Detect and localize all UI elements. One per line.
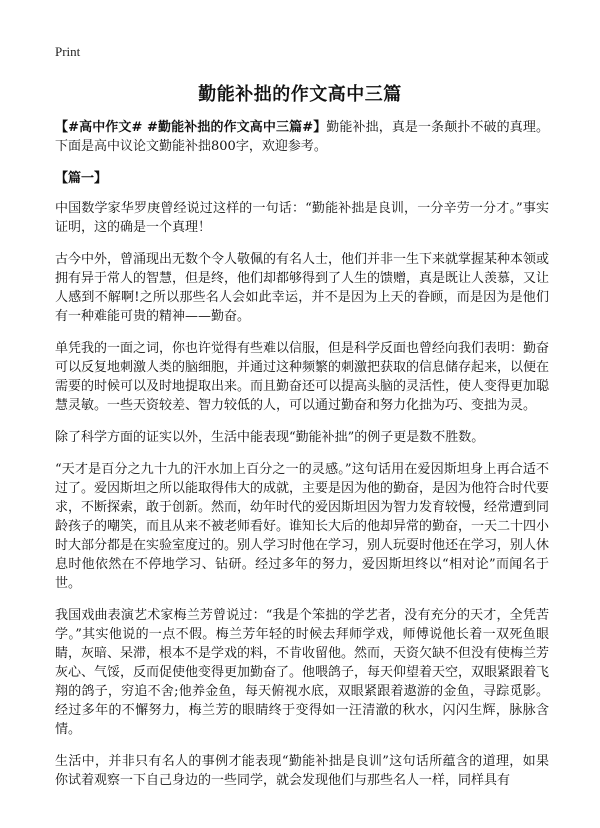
article-body	[55, 118, 549, 803]
print-label: Print	[55, 44, 81, 59]
paragraph-4: 除了科学方面的证实以外，生活中能表现“勤能补拙”的例子更是数不胜数。	[55, 430, 485, 445]
paragraph-3: 单凭我的一面之词，你也许觉得有些难以信服，但是科学反面也曾经向我们表明：勤奋可以反复地刺激人类的脑细胞，并通过这种频繁的刺激把获取的信息储存起来，以便在需要的时候可以及时地提取出来。而且勤奋还可以提高头脑的灵活性，使人变得更加聪慧灵敏。一些天资较差、智力较低的人，可以通过勤奋和努力化拙为巧、变拙为灵。	[55, 341, 550, 413]
intro-tag: 【#高中作文# #勤能补拙的作文高中三篇#】	[55, 120, 327, 135]
intro-text: 勤能补拙，真是一条颠扑不破的真理。下面是高中议论文勤能补拙800字，欢迎参考。	[55, 120, 549, 154]
page-title: 勤能补拙的作文高中三篇	[198, 84, 402, 105]
paragraph-7: 生活中，并非只有名人的事例才能表现“勤能补拙是良训”这句话所蕴含的道理，如果你试着观察一下自己身边的一些同学，就会发现他们与那些名人一样，同样具有	[55, 754, 549, 788]
section-heading: 【篇一】	[55, 171, 108, 186]
paragraph-2: 古今中外，曾涌现出无数个令人敬佩的有名人士，他们并非一生下来就掌握某种本领或拥有异于常人的智慧，但是终，他们却都够得到了人生的馈赠，真是既让人羡慕，又让人感到不解啊!之所以那些名人会如此幸运，并不是因为上天的眷顾，而是因为是他们有一种难能可贵的精神——勤奋。	[55, 252, 550, 324]
paragraph-6: 我国戏曲表演艺术家梅兰芳曾说过：“我是个笨拙的学艺者，没有充分的天才，全凭苦学。”其实他说的一点不假。梅兰芳年轻的时候去拜师学戏，师傅说他长着一双死鱼眼睛，灰暗、呆滞，根本不是学戏的料，不肯收留他。然而，天资欠缺不但没有使梅兰芳灰心、气馁，反而促使他变得更加勤奋了。他喂鸽子，每天仰望着天空，双眼紧跟着飞翔的鸽子，穷追不舍;他养金鱼，每天俯视水底，双眼紧跟着遨游的金鱼，寻踪觅影。经过多年的不懈努力，梅兰芳的眼睛终于变得如一汪清澈的秋水，闪闪生辉，脉脉含情。	[55, 608, 550, 737]
paragraph-5: “天才是百分之九十九的汗水加上百分之一的灵感。”这句话用在爱因斯坦身上再合适不过了。爱因斯坦之所以能取得伟大的成就，主要是因为他的勤奋，是因为他符合时代要求，不断探索，敢于创新。然而，幼年时代的爱因斯坦因为智力发育较慢，经常遭到同龄孩子的嘲笑，而且从来不被老师看好。谁知长大后的他却异常的勤奋，一天二十四小时大部分都是在实验室度过的。别人学习时他在学习，别人玩耍时他还在学习，别人休息时他依然在不停地学习、钻研。经过多年的努力，爱因斯坦终以“相对论”而闻名于世。	[55, 462, 550, 591]
paragraph-1: 中国数学家华罗庚曾经说过这样的一句话：“勤能补拙是良训，一分辛劳一分才。”事实证明，这的确是一个真理！	[55, 201, 549, 235]
intro-paragraph	[55, 118, 549, 156]
